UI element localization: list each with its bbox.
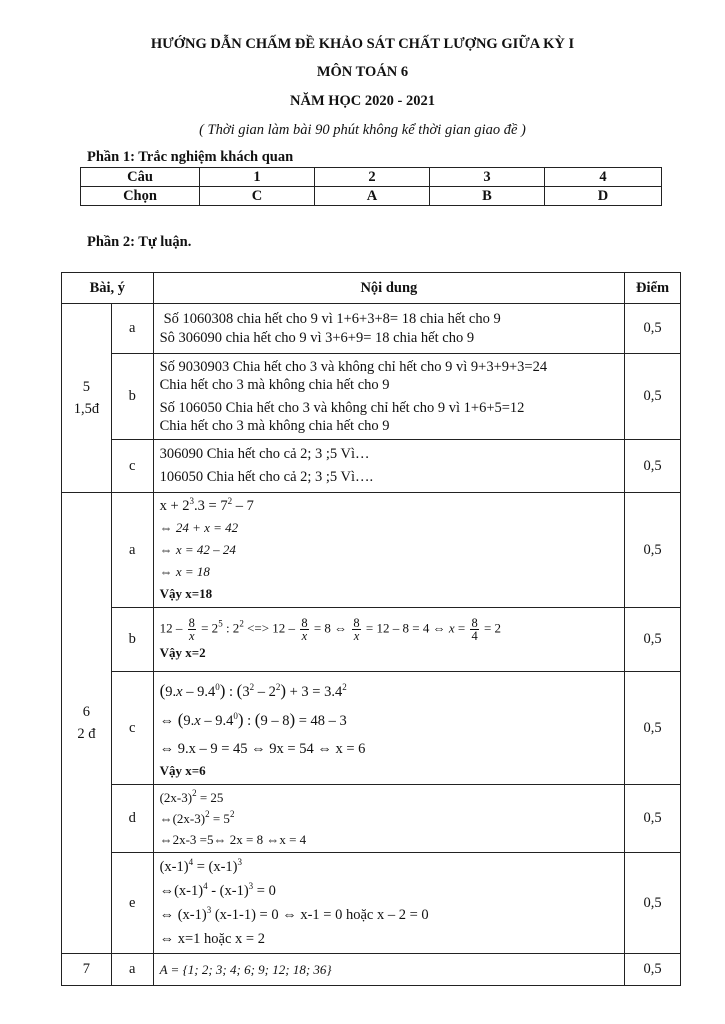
question-number: 2 — [315, 168, 430, 187]
table-row — [62, 304, 681, 354]
answer-key-table — [80, 167, 662, 206]
item-score: 0,5 — [625, 954, 681, 986]
expr-part: .3 = 7 — [194, 498, 228, 514]
item-content — [153, 304, 625, 354]
item-score: 0,5 — [625, 785, 681, 853]
expr-part: (x-1-1) = 0 ⇔ x-1 = 0 hoặc x – 2 = 0 — [211, 907, 429, 923]
item-content — [153, 608, 625, 672]
content-line: ⇔ $(x-1)^3$ (x-1-1) = 0 ⇔ x-1 = 0 hoặc x – 2 = 0 — [159, 905, 429, 923]
item-label: b — [111, 354, 153, 440]
equation-line: 12 – $\frac{8}{x}$ = $2^5$ : $2^2$ <=> 12 – $\frac{8}{x}$ = 8 ⇔ $\frac{8}{x}$ = 12 – 8 = 4 ⇔ x = $\frac{8}{4}$ = 2 — [159, 616, 502, 643]
table-row — [62, 354, 681, 440]
item-score: 0,5 — [625, 608, 681, 672]
exponent: 3 — [189, 496, 195, 506]
item-score: 0,5 — [625, 672, 681, 785]
problem-points: 2 đ — [77, 726, 96, 742]
content-line: Chia hết cho 3 mà không chia hết cho 9 — [159, 418, 390, 434]
content-line: ⇔ x=1 hoặc x = 2 — [159, 931, 265, 947]
content-line: 106050 Chia hết cho cả 2; 3 ;5 Vì…. — [159, 469, 374, 485]
item-score: 0,5 — [625, 440, 681, 493]
table-row — [62, 493, 681, 608]
content-line — [160, 495, 619, 517]
content-line: ⇔ x = 18 — [159, 564, 210, 579]
essay-grading-table — [61, 272, 681, 986]
expr-part: ⇔ (x-1) — [159, 907, 207, 923]
row-label-question: Câu — [81, 168, 200, 187]
content-line: ⇔ 24 + x = 42 — [159, 520, 239, 535]
table-row — [62, 608, 681, 672]
equation-line: $(x-1)^4 = (x-1)^3$ — [159, 857, 243, 875]
item-score: 0,5 — [625, 493, 681, 608]
equation-line: $\Leftrightarrow(x-1)^4 - (x-1)^3 = 0$ — [159, 881, 276, 899]
item-label: a — [111, 304, 153, 354]
school-year: NĂM HỌC 2020 - 2021 — [290, 93, 435, 109]
answer-choice: A — [315, 187, 430, 206]
item-content — [153, 493, 625, 608]
exponent: 2 — [227, 496, 233, 506]
problem-number: 5 — [82, 379, 91, 395]
table-row — [62, 672, 681, 785]
header-score: Điểm — [625, 273, 681, 304]
question-number: 3 — [430, 168, 545, 187]
content-line: ⇔ x = 42 – 24 — [159, 542, 236, 557]
time-note: ( Thời gian làm bài 90 phút không kể thời gian giao đề ) — [199, 122, 526, 138]
content-line: ⇔2x-3 =5⇔ 2x = 8 ⇔x = 4 — [159, 832, 307, 847]
content-line: ⇔ 9.x – 9 = 45 ⇔ 9x = 54 ⇔ x = 6 — [159, 741, 366, 757]
item-score: 0,5 — [625, 304, 681, 354]
equation-line: $\Leftrightarrow(2x-3)^2 = 5^2$ — [159, 809, 235, 826]
item-content — [153, 354, 625, 440]
equation-line: $(9.x - 9.4^0)$ : $(3^2 - 2^2) + 3 = 3.4^2$ — [159, 681, 347, 700]
problem-number: 6 — [82, 704, 91, 720]
subject-title: MÔN TOÁN 6 — [316, 64, 409, 80]
conclusion: Vậy x=6 — [159, 763, 206, 778]
question-row — [81, 168, 662, 187]
content-line: Số 1060308 chia hết cho 9 vì 1+6+3+8= 18 chia hết cho 9 — [163, 310, 501, 327]
answer-choice: D — [545, 187, 662, 206]
table-row — [62, 954, 681, 986]
conclusion: Vậy x=2 — [159, 645, 206, 660]
content-line: Số 106050 Chia hết cho 3 và không chỉ hết cho 9 vì 1+6+5=12 — [159, 400, 525, 416]
expr-part: x + 2 — [159, 498, 190, 514]
item-content — [153, 785, 625, 853]
item-content — [153, 440, 625, 493]
content-line: Chia hết cho 3 mà không chia hết cho 9 — [159, 377, 390, 393]
content-line: Sô 306090 chia hết cho 9 vì 3+6+9= 18 chia hết cho 9 — [159, 329, 475, 346]
table-row — [62, 785, 681, 853]
item-label: a — [111, 493, 153, 608]
item-score: 0,5 — [625, 354, 681, 440]
table-row — [62, 853, 681, 954]
table-row — [62, 440, 681, 493]
item-score: 0,5 — [625, 853, 681, 954]
item-label: c — [111, 672, 153, 785]
document-title: HƯỚNG DẪN CHẤM ĐỀ KHẢO SÁT CHẤT LƯỢNG GIỮA KỲ I — [150, 36, 575, 52]
item-label: e — [111, 853, 153, 954]
answer-choice: B — [430, 187, 545, 206]
equation-line: ⇔ $(9.x - 9.4^0)$ : (9 – 8) = 48 – 3 — [159, 710, 347, 729]
conclusion: Vậy x=18 — [159, 586, 213, 601]
item-label: a — [111, 954, 153, 986]
problem-6-cell — [62, 493, 112, 954]
part1-title: Phần 1: Trắc nghiệm khách quan — [87, 149, 294, 165]
question-number: 4 — [545, 168, 662, 187]
header-bai: Bài, ý — [62, 273, 154, 304]
row-label-answer: Chọn — [81, 187, 200, 206]
problem-number: 7 — [62, 954, 112, 986]
item-label: c — [111, 440, 153, 493]
equation-line: $(2x-3)^2 = 25$ — [159, 788, 224, 805]
table-header-row — [62, 273, 681, 304]
item-label: d — [111, 785, 153, 853]
item-content: A = {1; 2; 3; 4; 6; 9; 12; 18; 36} — [153, 954, 625, 986]
content-line: Số 9030903 Chia hết cho 3 và không chỉ hết cho 9 vì 9+3+9+3=24 — [159, 359, 548, 375]
question-number: 1 — [200, 168, 315, 187]
problem-5-cell — [62, 304, 112, 493]
problem-points: 1,5đ — [73, 401, 100, 417]
answer-row — [81, 187, 662, 206]
answer-choice: C — [200, 187, 315, 206]
expr-part: – 7 — [232, 498, 254, 514]
header-content: Nội dung — [153, 273, 625, 304]
item-label: b — [111, 608, 153, 672]
part2-title: Phần 2: Tự luận. — [87, 234, 192, 250]
content-line: 306090 Chia hết cho cả 2; 3 ;5 Vì… — [159, 446, 370, 462]
item-content — [153, 672, 625, 785]
item-content — [153, 853, 625, 954]
